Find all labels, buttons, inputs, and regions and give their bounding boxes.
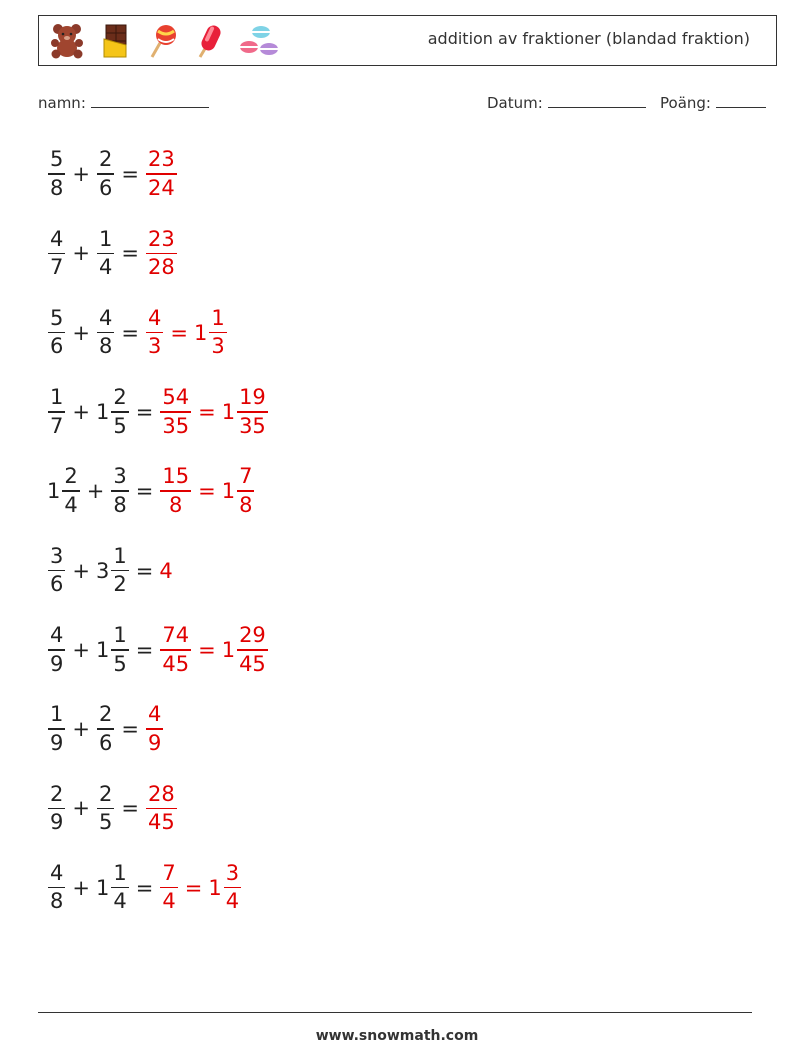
equals-sign: = — [198, 479, 216, 504]
fraction — [48, 543, 65, 597]
numerator: 1 — [211, 305, 225, 330]
name-label: namn: — [38, 94, 86, 112]
mixed-number — [47, 704, 66, 754]
mixed-number — [145, 226, 178, 280]
equals-sign: = — [198, 399, 216, 424]
fraction — [160, 860, 177, 914]
whole-part: 4 — [159, 558, 173, 583]
problem-row — [47, 699, 164, 759]
mixed-number — [47, 781, 66, 835]
numerator: 4 — [50, 860, 64, 885]
mixed-number — [96, 625, 130, 675]
fraction — [48, 860, 65, 914]
lollipop-icon — [143, 22, 183, 60]
numerator: 54 — [162, 385, 190, 410]
numerator: 3 — [225, 860, 240, 885]
numerator: 2 — [113, 385, 127, 410]
mixed-number — [95, 860, 130, 914]
denominator: 5 — [113, 413, 127, 438]
equals-sign: = — [135, 479, 154, 504]
fraction — [237, 466, 254, 516]
answer — [145, 149, 178, 199]
numerator: 2 — [50, 781, 64, 806]
numerator: 7 — [162, 860, 176, 885]
mixed-number — [222, 466, 256, 516]
problem-row — [47, 382, 269, 442]
numerator: 1 — [50, 385, 64, 410]
denominator: 35 — [162, 413, 190, 438]
plus-sign: + — [86, 479, 105, 504]
numerator: 4 — [147, 305, 162, 330]
denominator: 3 — [211, 334, 225, 359]
denominator: 9 — [147, 730, 162, 755]
whole-part: 1 — [95, 875, 110, 900]
plus-sign: + — [72, 320, 90, 345]
problem-row — [47, 858, 242, 918]
fraction — [146, 305, 163, 359]
fraction — [111, 860, 128, 914]
mixed-number — [159, 387, 192, 437]
numerator: 2 — [64, 464, 78, 489]
mixed-number — [47, 543, 66, 597]
plus-sign: + — [72, 875, 90, 900]
fraction — [146, 704, 163, 754]
fraction — [237, 625, 268, 675]
denominator: 5 — [113, 651, 127, 676]
numerator: 19 — [239, 385, 266, 410]
denominator: 4 — [98, 255, 113, 280]
score-label: Poäng: — [660, 94, 711, 112]
mixed-number — [96, 226, 115, 280]
equals-sign: = — [198, 637, 216, 662]
teddy-bear-icon — [47, 22, 87, 60]
equals-sign: = — [170, 320, 188, 345]
answer — [159, 466, 255, 516]
mixed-number — [96, 704, 115, 754]
macarons-icon — [239, 22, 279, 60]
mixed-number — [96, 387, 130, 437]
problem-row — [47, 223, 178, 283]
fraction — [160, 625, 191, 675]
equals-sign: = — [135, 875, 154, 900]
problem-row — [47, 541, 174, 601]
mixed-number — [145, 781, 178, 835]
equals-sign: = — [135, 558, 154, 583]
numerator: 5 — [50, 305, 64, 330]
denominator: 8 — [239, 492, 253, 517]
mixed-number — [208, 860, 242, 914]
numerator: 1 — [113, 623, 127, 648]
denominator: 7 — [50, 413, 64, 438]
mixed-number — [47, 860, 66, 914]
problem-row — [47, 620, 269, 680]
denominator: 8 — [50, 175, 64, 200]
denominator: 4 — [64, 492, 78, 517]
fraction — [160, 387, 191, 437]
mixed-number — [159, 466, 192, 516]
numerator: 29 — [239, 623, 266, 648]
fraction — [97, 704, 114, 754]
denominator: 35 — [239, 413, 266, 438]
mixed-number — [95, 543, 130, 597]
whole-part: 3 — [95, 558, 110, 583]
fraction — [224, 860, 241, 914]
whole-part: 1 — [193, 320, 208, 345]
date-label: Datum: — [487, 94, 543, 112]
answer — [145, 781, 178, 835]
chocolate-bar-icon — [95, 22, 135, 60]
numerator: 4 — [98, 305, 113, 330]
numerator: 2 — [98, 147, 113, 172]
fraction — [111, 543, 128, 597]
whole-part: 1 — [221, 479, 236, 504]
mixed-number — [47, 387, 66, 437]
footer-url: www.snowmath.com — [315, 1028, 479, 1044]
fraction — [111, 466, 128, 516]
denominator: 28 — [147, 255, 175, 280]
denominator: 4 — [113, 889, 127, 914]
answer — [159, 559, 173, 583]
date-line[interactable] — [548, 93, 646, 108]
mixed-number — [159, 860, 178, 914]
whole-part: 1 — [95, 399, 110, 424]
answer — [159, 625, 268, 675]
fraction — [97, 781, 114, 835]
fraction — [146, 226, 177, 280]
problem-row — [47, 303, 228, 363]
numerator: 23 — [147, 226, 175, 251]
problem-row — [47, 461, 255, 521]
denominator: 6 — [50, 572, 64, 597]
fraction — [237, 387, 268, 437]
mixed-number — [96, 781, 115, 835]
denominator: 3 — [147, 334, 162, 359]
mixed-number — [222, 625, 269, 675]
fraction — [48, 226, 65, 280]
fraction — [48, 781, 65, 835]
fraction — [62, 466, 79, 516]
equals-sign: = — [121, 162, 139, 186]
numerator: 4 — [147, 702, 162, 727]
numerator: 1 — [113, 543, 127, 568]
mixed-number — [159, 559, 173, 583]
equals-sign: = — [121, 241, 139, 266]
numerator: 2 — [98, 702, 113, 727]
numerator: 4 — [50, 226, 64, 251]
name-field — [38, 93, 209, 112]
mixed-number — [47, 226, 66, 280]
numerator: 5 — [50, 147, 64, 172]
numerator: 7 — [239, 464, 253, 489]
fraction — [48, 305, 65, 359]
denominator: 8 — [113, 492, 127, 517]
name-line[interactable] — [91, 93, 209, 108]
problem-row — [47, 144, 178, 204]
numerator: 23 — [147, 147, 175, 172]
denominator: 4 — [225, 889, 240, 914]
whole-part: 1 — [221, 637, 236, 662]
problem-row — [47, 778, 178, 838]
numerator: 3 — [50, 543, 64, 568]
numerator: 2 — [98, 781, 113, 806]
mixed-number — [47, 625, 66, 675]
denominator: 9 — [50, 810, 64, 835]
denominator: 24 — [147, 175, 175, 200]
ice-pop-icon — [191, 22, 231, 60]
denominator: 45 — [162, 651, 190, 676]
denominator: 6 — [98, 730, 113, 755]
plus-sign: + — [72, 637, 90, 662]
header-icons — [47, 22, 279, 60]
plus-sign: + — [72, 399, 90, 424]
plus-sign: + — [72, 717, 90, 742]
denominator: 7 — [50, 255, 64, 280]
denominator: 6 — [98, 175, 113, 200]
whole-part: 1 — [221, 399, 236, 424]
fraction — [111, 625, 128, 675]
answer — [159, 860, 242, 914]
numerator: 4 — [50, 623, 64, 648]
numerator: 1 — [50, 702, 64, 727]
mixed-number — [96, 305, 115, 359]
equals-sign: = — [135, 399, 154, 424]
numerator: 3 — [113, 464, 127, 489]
numerator: 74 — [162, 623, 190, 648]
plus-sign: + — [72, 796, 90, 821]
mixed-number — [110, 466, 129, 516]
worksheet-title: addition av fraktioner (blandad fraktion) — [427, 29, 750, 48]
denominator: 2 — [113, 572, 127, 597]
denominator: 5 — [98, 810, 113, 835]
plus-sign: + — [72, 558, 90, 583]
plus-sign: + — [72, 241, 90, 266]
mixed-number — [222, 387, 269, 437]
mixed-number — [159, 625, 192, 675]
fraction — [48, 149, 65, 199]
denominator: 45 — [147, 810, 175, 835]
mixed-number — [96, 149, 115, 199]
answer — [159, 387, 268, 437]
fraction — [97, 149, 114, 199]
mixed-number — [145, 704, 164, 754]
date-field — [487, 93, 646, 112]
score-line[interactable] — [716, 93, 766, 108]
numerator: 1 — [98, 226, 113, 251]
denominator: 4 — [162, 889, 176, 914]
fraction — [111, 387, 128, 437]
numerator: 15 — [162, 464, 190, 489]
denominator: 6 — [50, 334, 64, 359]
answer — [145, 305, 228, 359]
numerator: 1 — [113, 860, 127, 885]
equals-sign: = — [121, 717, 139, 742]
mixed-number — [145, 305, 164, 359]
answer — [145, 226, 178, 280]
fraction — [146, 781, 177, 835]
footer-divider — [38, 1012, 752, 1013]
equals-sign: = — [121, 320, 139, 345]
equals-sign: = — [121, 796, 139, 821]
denominator: 8 — [50, 889, 64, 914]
fraction — [48, 704, 65, 754]
fraction — [97, 305, 114, 359]
fraction — [48, 625, 65, 675]
mixed-number — [47, 149, 66, 199]
denominator: 9 — [50, 730, 64, 755]
fraction — [160, 466, 191, 516]
denominator: 8 — [169, 492, 183, 517]
whole-part: 1 — [95, 637, 110, 662]
mixed-number — [145, 149, 178, 199]
answer — [145, 704, 164, 754]
denominator: 8 — [98, 334, 113, 359]
fraction — [146, 149, 177, 199]
whole-part: 1 — [208, 875, 222, 900]
denominator: 45 — [239, 651, 266, 676]
header-box — [38, 15, 777, 66]
fraction — [48, 387, 65, 437]
plus-sign: + — [72, 162, 90, 186]
equals-sign: = — [135, 637, 154, 662]
numerator: 28 — [147, 781, 175, 806]
equals-sign: = — [184, 875, 203, 900]
whole-part: 1 — [47, 479, 61, 504]
fraction — [209, 305, 226, 359]
denominator: 9 — [50, 651, 64, 676]
mixed-number — [47, 466, 81, 516]
score-field — [660, 93, 766, 112]
mixed-number — [193, 305, 228, 359]
mixed-number — [47, 305, 66, 359]
fraction — [97, 226, 114, 280]
